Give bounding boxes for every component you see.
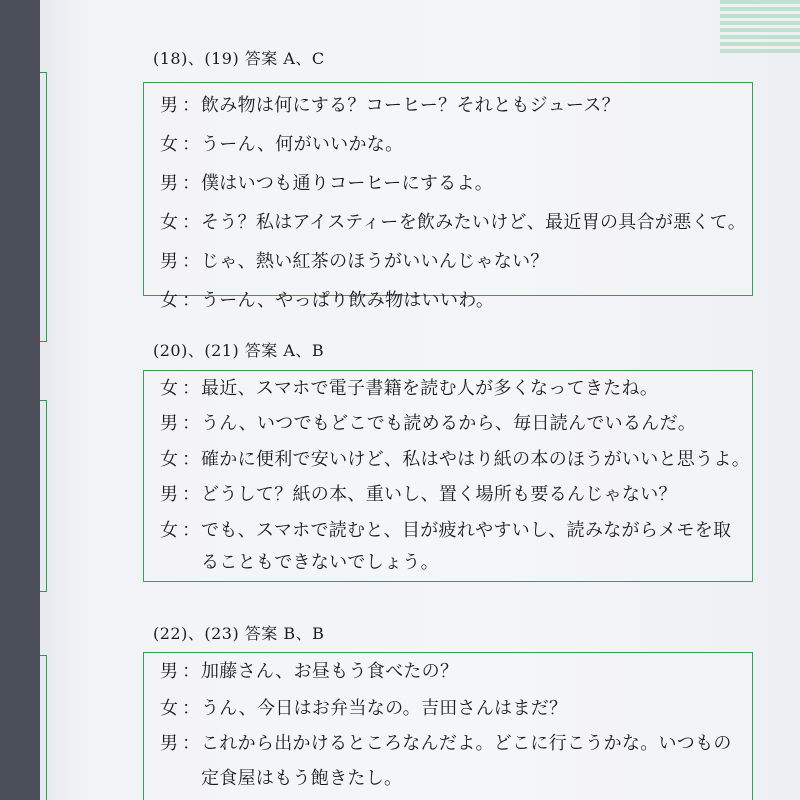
dialogue-text: うん、今日はお弁当なの。吉田さんはまだ？: [201, 698, 568, 719]
speaker-label: 男: [160, 173, 178, 194]
dialogue-box: [143, 370, 753, 582]
speaker-label: 男: [160, 413, 178, 434]
dialogue-text: うん、いつでもどこでも読めるから、毎日読んでいるんだ。: [201, 413, 697, 434]
dialogue-line: [144, 202, 752, 241]
speaker-label: 男: [160, 661, 178, 682]
left-margin-tab: [40, 400, 47, 592]
colon: ：: [182, 173, 200, 194]
stripe: [720, 35, 800, 39]
section-heading: (20)、(21) 答案 A、B: [153, 341, 325, 360]
dialogue-text: これから出かけるところなんだよ。どこに行こうかな。いつもの: [201, 733, 732, 754]
dialogue-line: [144, 372, 752, 407]
colon: ：: [182, 698, 200, 719]
speaker-label: 男: [160, 484, 178, 505]
dialogue-line: [144, 442, 752, 478]
dialogue-box: [143, 652, 753, 800]
colon: ：: [182, 95, 200, 116]
dialogue-text: 定食屋はもう飽きたし。: [201, 768, 403, 789]
dialogue-continuation: [144, 762, 752, 797]
dialogue-text: ることもできないでしょう。: [201, 552, 439, 573]
stripe: [720, 49, 800, 53]
dialogue-line: [144, 241, 752, 280]
dialogue-line: [144, 655, 752, 690]
dialogue-text: 確かに便利で安いけど、私はやはり紙の本のほうがいいと思うよ。: [201, 449, 750, 470]
colon: ：: [182, 449, 200, 470]
dialogue-box: [143, 82, 753, 311]
dialogue-line: [144, 727, 752, 762]
stripe: [720, 14, 800, 18]
colon: ：: [182, 134, 200, 155]
speaker-label: 女: [160, 520, 178, 541]
dialogue-line: [144, 280, 752, 319]
colon: ：: [182, 484, 200, 505]
colon: ：: [182, 290, 200, 311]
dialogue-line: [144, 407, 752, 442]
dialogue-line: [144, 690, 752, 727]
dialogue-text: そう？私はアイスティーを飲みたいけど、最近胃の具合が悪くて。: [201, 212, 747, 233]
speaker-label: 女: [160, 378, 178, 399]
speaker-label: 男: [160, 95, 178, 116]
dialogue-continuation: [144, 549, 752, 581]
colon: ：: [182, 413, 200, 434]
stripe: [720, 28, 800, 32]
dialogue-text: じゃ、熱い紅茶のほうがいいんじゃない？: [201, 251, 549, 272]
page-edge-stripes: [720, 0, 800, 60]
speaker-label: 男: [160, 251, 178, 272]
speaker-label: 女: [160, 212, 178, 233]
dialogue-line: [144, 124, 752, 163]
section-heading: (22)、(23) 答案 B、B: [153, 624, 325, 643]
left-margin-tab: [40, 655, 47, 800]
colon: ：: [182, 212, 200, 233]
colon: ：: [182, 251, 200, 272]
dialogue-text: 加藤さん、お昼もう食べたの？: [201, 661, 459, 682]
colon: ：: [182, 661, 200, 682]
colon: ：: [182, 733, 200, 754]
speaker-label: 女: [160, 698, 178, 719]
stripe: [720, 0, 800, 4]
dialogue-line: [144, 513, 752, 549]
document-page: [40, 0, 800, 800]
speaker-label: 女: [160, 134, 178, 155]
dialogue-text: 僕はいつも通りコーヒーにするよ。: [201, 173, 494, 194]
stripe: [720, 7, 800, 11]
dialogue-line: [144, 163, 752, 202]
speaker-label: 男: [160, 733, 178, 754]
dialogue-text: うーん、何がいいかな。: [201, 134, 404, 155]
dialogue-text: どうして？紙の本、重いし、置く場所も要るんじゃない？: [201, 484, 677, 505]
dialogue-text: 飲み物は何にする？コーヒー？それともジュース？: [201, 95, 620, 116]
section-heading: (18)、(19) 答案 A、C: [153, 49, 325, 68]
dialogue-line: [144, 478, 752, 513]
dialogue-text: 最近、スマホで電子書籍を読む人が多くなってきたね。: [201, 378, 659, 399]
speaker-label: 女: [160, 449, 178, 470]
stripe: [720, 21, 800, 25]
speaker-label: 女: [160, 290, 178, 311]
dialogue-text: でも、スマホで読むと、目が疲れやすいし、読みながらメモを取: [201, 520, 732, 541]
dialogue-line: [144, 85, 752, 124]
colon: ：: [182, 378, 200, 399]
stripe: [720, 42, 800, 46]
dialogue-text: うーん、やっぱり飲み物はいいわ。: [201, 290, 495, 311]
left-margin-tab: [40, 72, 47, 342]
colon: ：: [182, 520, 200, 541]
